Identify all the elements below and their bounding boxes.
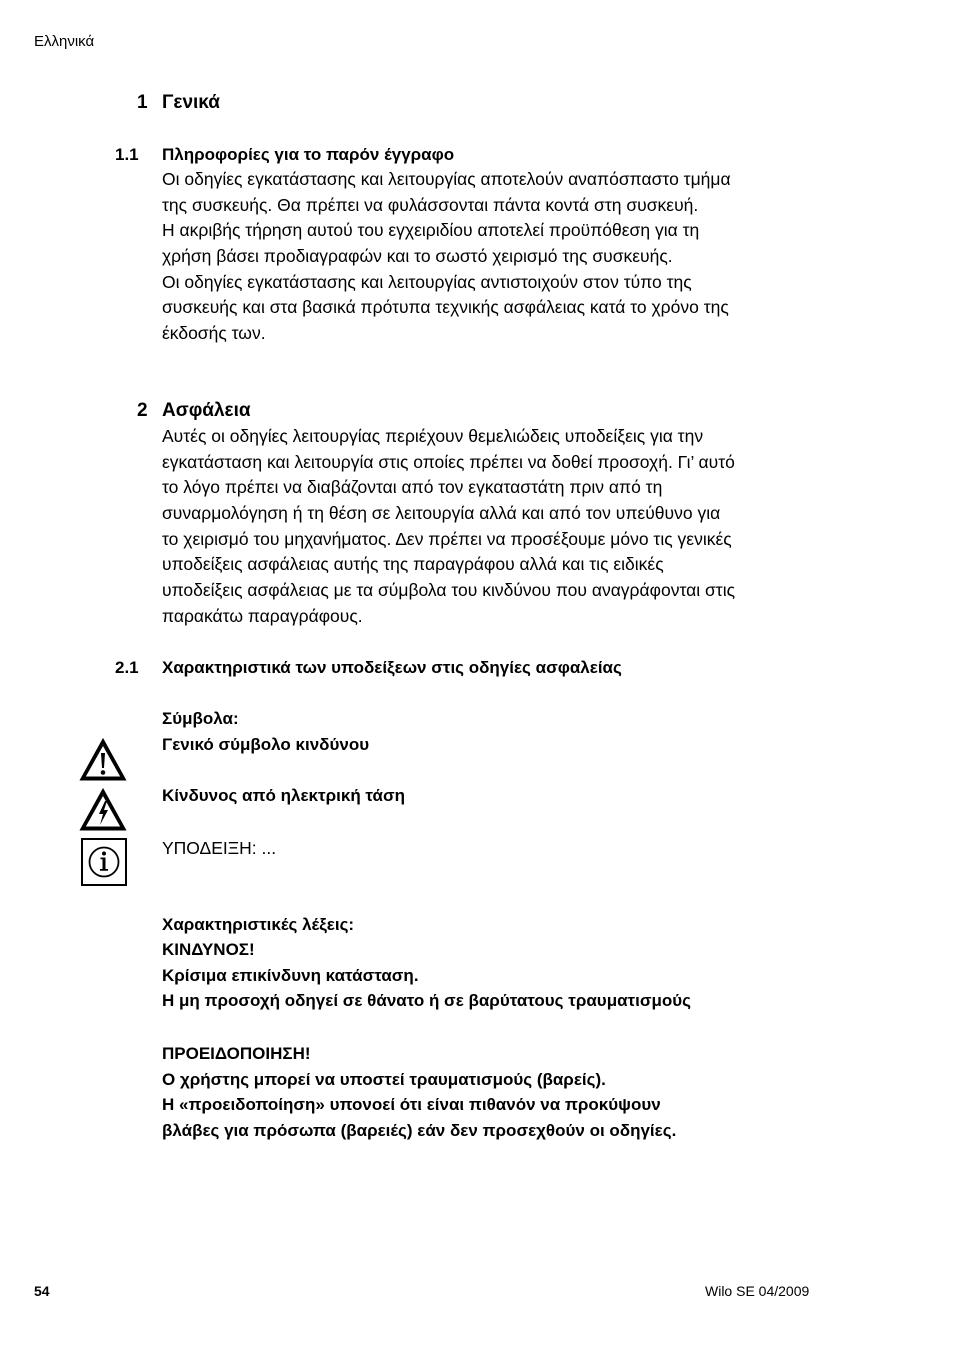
paragraph-line: Η ακριβής τήρηση αυτού του εγχειριδίου αποτελεί προϋπόθεση για τη	[162, 220, 700, 241]
page-number: 54	[34, 1283, 50, 1299]
section-1-title: Γενικά	[162, 92, 220, 113]
section-2-paragraph	[162, 424, 832, 630]
keywords-heading: Χαρακτηριστικές λέξεις:	[162, 915, 355, 934]
section-2-1-title: Χαρακτηριστικά των υποδείξεων στις οδηγίες ασφαλείας	[162, 658, 622, 677]
symbol-label-note: ΥΠΟΔΕΙΞΗ: ...	[162, 838, 277, 858]
language-label: Ελληνικά	[34, 33, 95, 50]
paragraph-line: συσκευής και στα βασικά πρότυπα τεχνικής ασφάλειας κατά το χρόνο της	[162, 297, 729, 318]
warning-block	[162, 1041, 832, 1144]
paragraph-line: υποδείξεις ασφάλειας με τα σύμβολα του κινδύνου που αναγράφονται στις	[162, 580, 736, 601]
section-1-1-number: 1.1	[115, 145, 139, 164]
paragraph-line: παρακάτω παραγράφους.	[162, 605, 363, 626]
symbols-heading: Σύμβολα:	[162, 709, 239, 728]
paragraph-line: Οι οδηγίες εγκατάστασης και λειτουργίας αποτελούν αναπόσπαστο τμήμα	[162, 169, 731, 189]
paragraph-line: υποδείξεις ασφάλειας αυτής της παραγράφου αλλά και τις ειδικές	[162, 554, 664, 575]
paragraph-line: Αυτές οι οδηγίες λειτουργίας περιέχουν θεμελιώδεις υποδείξεις για την	[162, 426, 704, 446]
danger-line: Κρίσιμα επικίνδυνη κατάσταση.	[162, 965, 419, 985]
section-2-title: Ασφάλεια	[162, 400, 251, 421]
section-1-1-paragraph	[162, 167, 832, 347]
danger-line: Η μη προσοχή οδηγεί σε θάνατο ή σε βαρύτατους τραυματισμούς	[162, 991, 692, 1011]
warning-line: Ο χρήστης μπορεί να υποστεί τραυματισμούς (βαρείς).	[162, 1069, 606, 1089]
warning-line: ΠΡΟΕΙΔΟΠΟΙΗΣΗ!	[162, 1044, 311, 1063]
paragraph-line: εγκατάσταση και λειτουργία στις οποίες πρέπει να δοθεί προσοχή. Γι’ αυτό	[162, 451, 735, 472]
section-1-number: 1	[137, 92, 148, 113]
electric-hazard-icon	[79, 788, 127, 832]
danger-block	[162, 937, 832, 1014]
symbol-label-general-danger: Γενικό σύμβολο κινδύνου	[162, 735, 370, 754]
paragraph-line: έκδοσής των.	[162, 323, 266, 344]
warning-line: Η «προειδοποίηση» υπονοεί ότι είναι πιθανόν να προκύψουν	[162, 1095, 661, 1115]
section-2-number: 2	[137, 400, 148, 421]
info-icon	[81, 838, 127, 886]
section-2-1-number: 2.1	[115, 658, 139, 677]
paragraph-line: το χειρισμό του μηχανήματος. Δεν πρέπει να προσέξουμε μόνο τις γενικές	[162, 528, 732, 549]
warning-line: βλάβες για πρόσωπα (βαρειές) εάν δεν προσεχθούν οι οδηγίες.	[162, 1121, 677, 1141]
paragraph-line: συναρμολόγηση ή τη θέση σε λειτουργία αλλά και από τον υπεύθυνο για	[162, 503, 721, 524]
danger-line: ΚΙΝΔΥΝΟΣ!	[162, 940, 255, 959]
paragraph-line: της συσκευής. Θα πρέπει να φυλάσσονται πάντα κοντά στη συσκευή.	[162, 194, 699, 215]
warning-triangle-icon	[79, 738, 127, 782]
paragraph-line: χρήση βάσει προδιαγραφών και το σωστό χειρισμό της συσκευής.	[162, 246, 673, 267]
paragraph-line: Οι οδηγίες εγκατάστασης και λειτουργίας αντιστοιχούν στον τύπο της	[162, 271, 692, 292]
symbol-label-electric-danger: Κίνδυνος από ηλεκτρική τάση	[162, 786, 406, 805]
section-1-1-title: Πληροφορίες για το παρόν έγγραφο	[162, 145, 455, 164]
paragraph-line: το λόγο πρέπει να διαβάζονται από τον εγκαταστάτη πριν από τη	[162, 477, 663, 498]
publisher-footer: Wilo SE 04/2009	[705, 1283, 810, 1299]
